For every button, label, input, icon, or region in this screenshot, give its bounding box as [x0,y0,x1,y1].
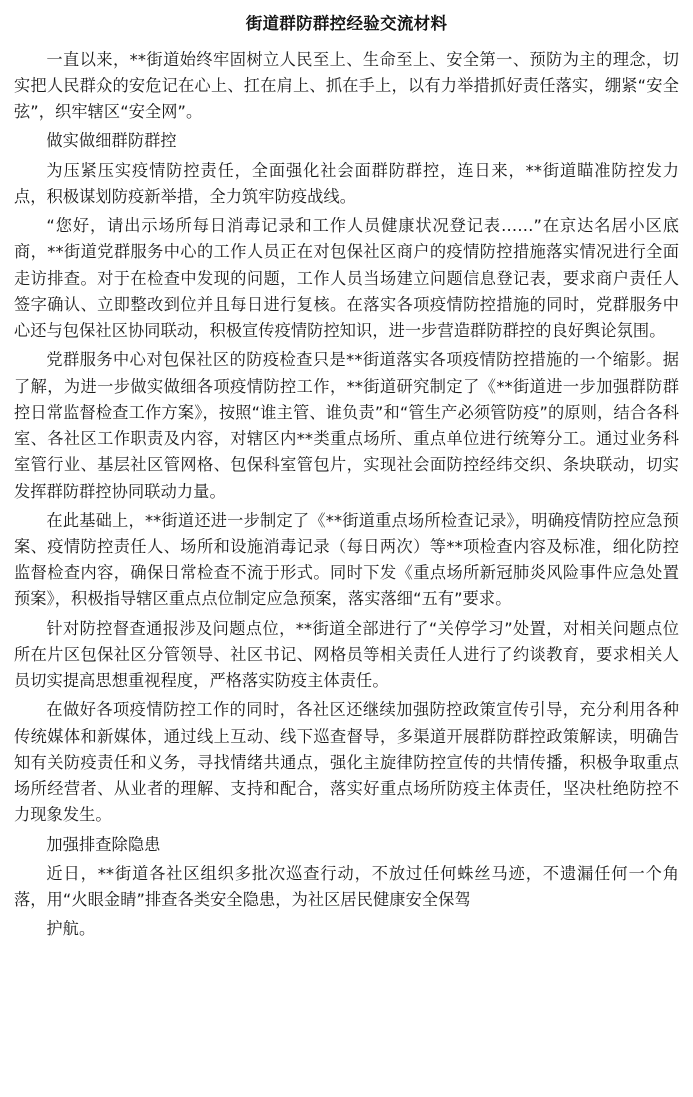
paragraph-1: 一直以来，**街道始终牢固树立人民至上、生命至上、安全第一、预防为主的理念，切实把人民群众的安危记在心上、扛在肩上、抓在手上，以有力举措抓好责任落实，绷紧“安全弦”，织牢辖区“安全网”。 [14,49,679,122]
paragraph-7: 在做好各项疫情防控工作的同时，各社区还继续加强防控政策宣传引导，充分利用各种传统媒体和新媒体，通过线上互动、线下巡查督导，多渠道开展群防群控政策解读，明确告知有关防疫责任和义务，寻找情绪共通点，强化主旋律防控宣传的共情传播，积极争取重点场所经营者、从业者的理解、支持和配合，落实好重点场所防疫主体责任，坚决杜绝防控不力现象发生。 [14,700,679,825]
section-heading-2: 加强排查除隐患 [46,834,161,854]
paragraph-8: 近日，**街道各社区组织多批次巡查行动，不放过任何蛛丝马迹，不遗漏任何一个角落，用“火眼金睛”排查各类安全隐患，为社区居民健康安全保驾 [14,863,679,910]
section-heading-1: 做实做细群防群控 [46,131,177,151]
paragraph-3: “您好，请出示场所每日消毒记录和工作人员健康状况登记表……”在京达名居小区底商，**街道党群服务中心的工作人员正在对包保社区商户的疫情防控措施落实情况进行全面走访排查。对于在检查中发现的问题，工作人员当场建立问题信息登记表，要求商户责任人签字确认、立即整改到位并且每日进行复核。在落实各项疫情防控措施的同时，党群服务中心还与包保社区协同联动，积极宣传疫情防控知识，进一步营造群防群控的良好舆论氛围。 [14,216,679,341]
page-title: 街道群防群控经验交流材料 [245,14,448,33]
paragraph-2: 为压紧压实疫情防控责任，全面强化社会面群防群控，连日来，**街道瞄准防控发力点，积极谋划防疫新举措，全力筑牢防疫战线。 [14,160,679,206]
paragraph-9-clipped: 护航。 [46,919,96,939]
paragraph-5: 在此基础上，**街道还进一步制定了《**街道重点场所检查记录》，明确疫情防控应急预案、疫情防控责任人、场所和设施消毒记录（每日两次）等**项检查内容及标准，细化防控监督检查内容，确保日常检查不流于形式。同时下发《重点场所新冠肺炎风险事件应急处置预案》，积极指导辖区重点点位制定应急预案，落实落细“五有”要求。 [14,510,679,609]
paragraph-4: 党群服务中心对包保社区的防疫检查只是**街道落实各项疫情防控措施的一个缩影。据了解，为进一步做实做细各项疫情防控工作，**街道研究制定了《**街道进一步加强群防群控日常监督检查工作方案》，按照“谁主管、谁负责”和“管生产必须管防疫”的原则，结合各科室、各社区工作职责及内容，对辖区内**类重点场所、重点单位进行统筹分工。通过业务科室管行业、基层社区管网格、包保科室管包片，实现社会面防控经纬交织、条块联动，切实发挥群防群控协同联动力量。 [14,350,679,501]
paragraph-6: 针对防控督查通报涉及问题点位，**街道全部进行了“关停学习”处置，对相关问题点位所在片区包保社区分管领导、社区书记、网格员等相关责任人进行了约谈教育，要求相关人员切实提高思想重视程度，严格落实防疫主体责任。 [14,618,679,691]
